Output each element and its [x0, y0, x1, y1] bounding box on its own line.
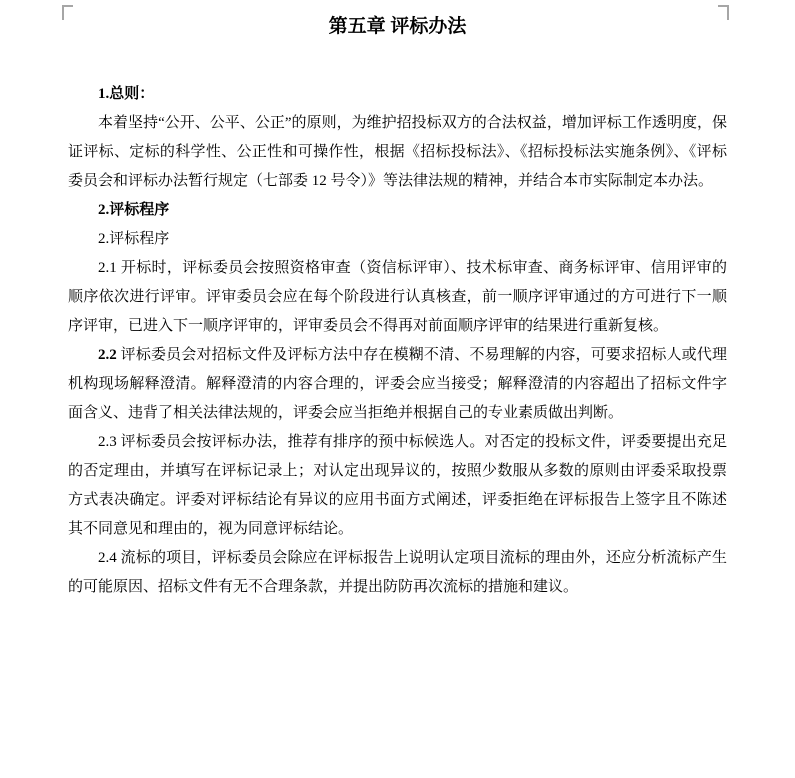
- page-margin-mark-left: [62, 5, 73, 20]
- page-margin-mark-right: [718, 5, 729, 20]
- paragraph-bold-lead: 1.总则：: [98, 86, 155, 102]
- paragraph-2-3: [68, 428, 727, 544]
- paragraph-text: 2.1 开标时，评标委员会按照资格审查（资信标评审）、技术标审查、商务标评审、信用评审的顺序依次进行评审。评审委员会应在每个阶段进行认真核查，前一顺序评审通过的方可进行下一顺序评审，已进入下一顺序评审的，评审委员会不得再对前面顺序评审的结果进行重新复核。: [68, 260, 727, 334]
- paragraph-text: 评标委员会对招标文件及评标方法中存在模糊不清、不易理解的内容，可要求招标人或代理机构现场解释澄清。解释澄清的内容合理的，评委会应当接受；解释澄清的内容超出了招标文件字面含义、违背了相关法律法规的，评委会应当拒绝并根据自己的专业素质做出判断。: [68, 347, 727, 421]
- paragraph-2-2: [68, 341, 727, 428]
- section-heading-procedure: [68, 196, 727, 225]
- paragraph-2-1: [68, 254, 727, 341]
- paragraph-bold-lead: 2.2: [98, 347, 117, 363]
- paragraph-text: 2.评标程序: [98, 231, 170, 247]
- paragraph-bold-lead: 2.评标程序: [98, 202, 170, 218]
- paragraph-text: 2.4 流标的项目，评标委员会除应在评标报告上说明认定项目流标的理由外，还应分析流标产生的可能原因、招标文件有无不合理条款，并提出防防再次流标的措施和建议。: [68, 550, 727, 595]
- paragraph-text: 2.3 评标委员会按评标办法，推荐有排序的预中标候选人。对否定的投标文件，评委要提出充足的否定理由，并填写在评标记录上；对认定出现异议的，按照少数服从多数的原则由评委采取投票方式表决确定。评委对评标结论有异议的应用书面方式阐述，评委拒绝在评标报告上签字且不陈述其不同意见和理由的，视为同意评标结论。: [68, 434, 727, 537]
- section-heading-general: [68, 80, 727, 109]
- chapter-title: 第五章 评标办法: [328, 16, 467, 37]
- paragraph-text: 本着坚持“公开、公平、公正”的原则，为维护招投标双方的合法权益，增加评标工作透明度，保证评标、定标的科学性、公正性和可操作性，根据《招标投标法》、《招标投标法实施条例》、《评标委员会和评标办法暂行规定（七部委 12 号令）》等法律法规的精神，并结合本市实际制定本办法。: [68, 115, 727, 189]
- paragraph-2-4: [68, 544, 727, 602]
- paragraph-principles: [68, 109, 727, 196]
- paragraph-procedure-subtitle: [68, 225, 727, 254]
